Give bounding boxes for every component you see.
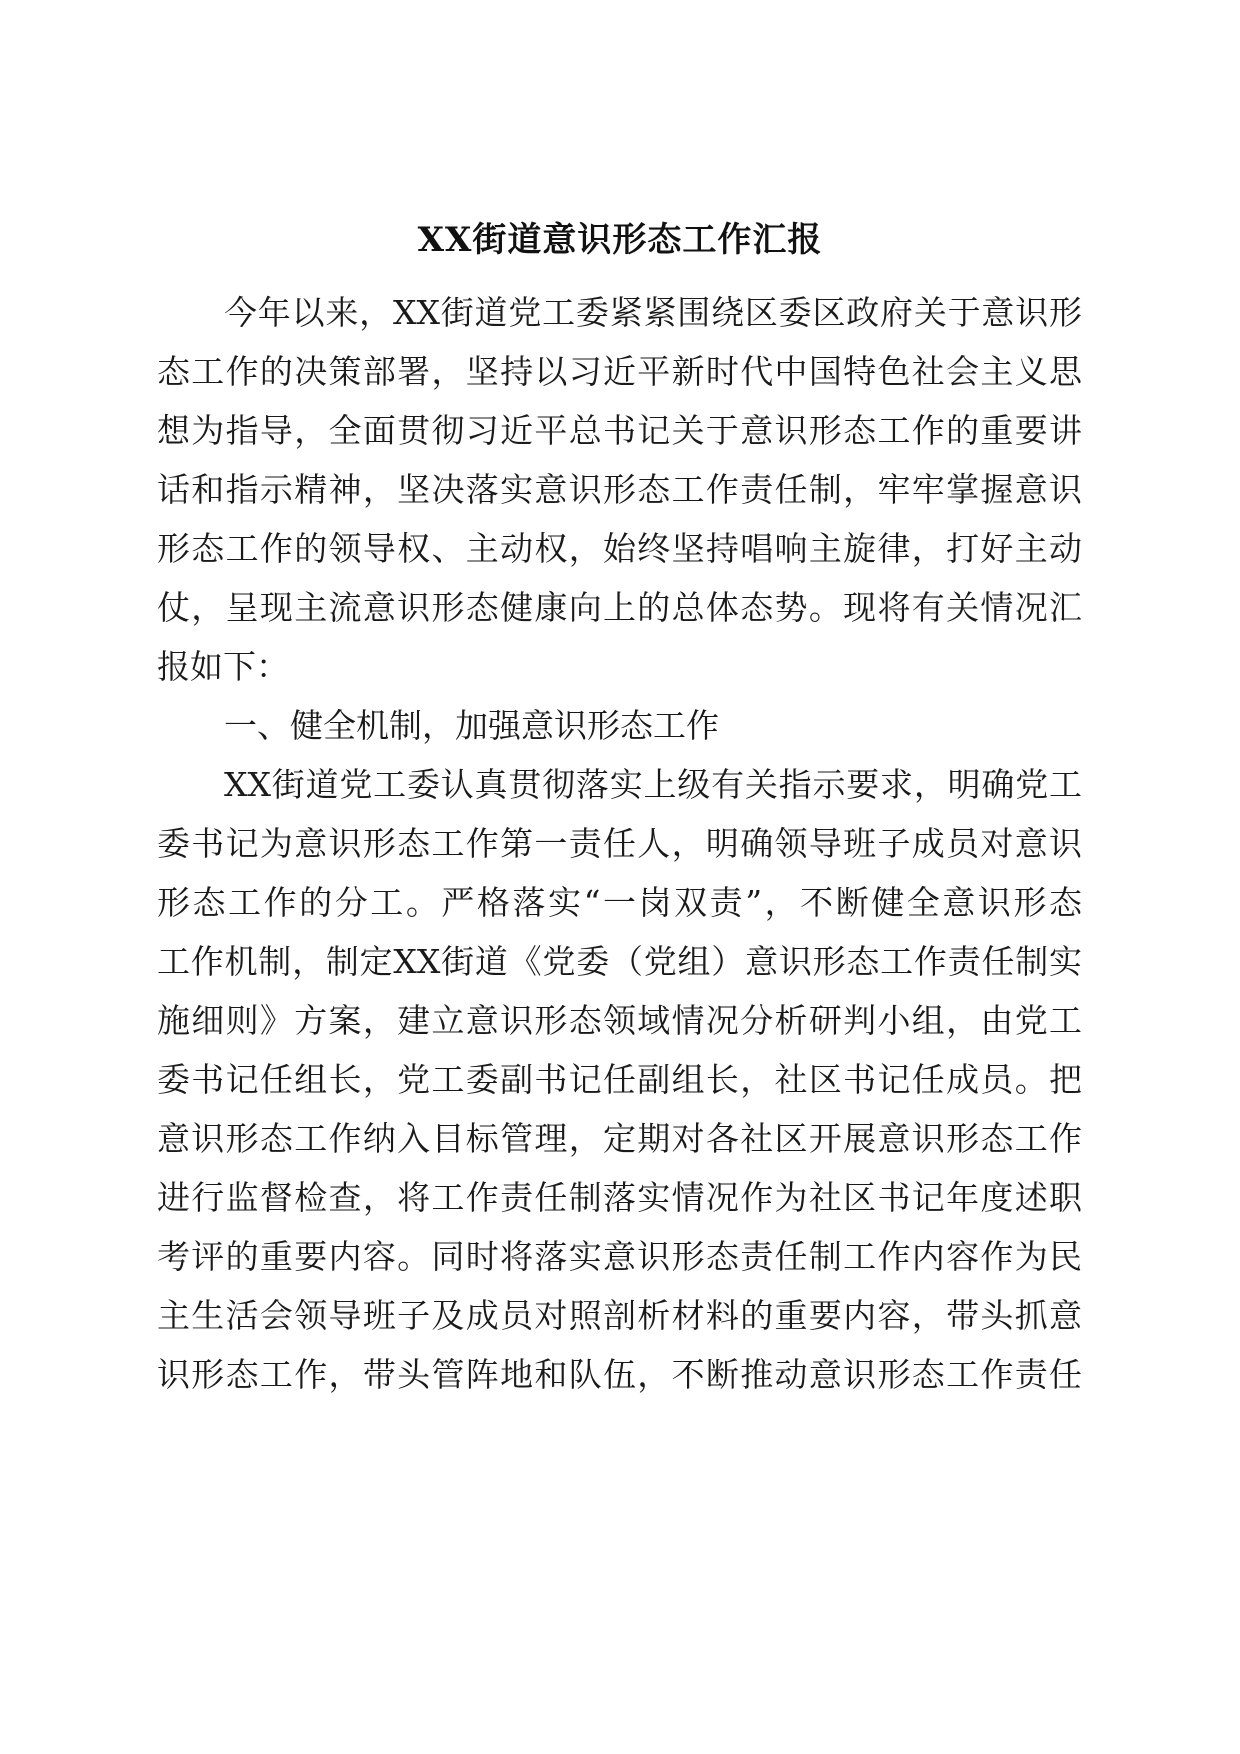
paragraph-1-line-2: 态工作的决策部署，坚持以习近平新时代中国特色社会主义思 [157,352,1082,391]
paragraph-2-line-10: 主生活会领导班子及成员对照剖析材料的重要内容，带头抓意 [157,1296,1082,1335]
paragraph-2-line-1: XX街道党工委认真贯彻落实上级有关指示要求，明确党工 [224,765,1082,804]
paragraph-1-line-1: 今年以来，XX街道党工委紧紧围绕区委区政府关于意识形 [224,293,1082,332]
document-title: XX街道意识形态工作汇报 [417,220,823,260]
paragraph-2-line-4: 工作机制，制定XX街道《党委（党组）意识形态工作责任制实 [157,942,1082,981]
paragraph-1-line-4: 话和指示精神，坚决落实意识形态工作责任制，牢牢掌握意识 [157,470,1082,509]
paragraph-2-line-5: 施细则》方案，建立意识形态领域情况分析研判小组，由党工 [157,1001,1082,1040]
paragraph-1-line-3: 想为指导，全面贯彻习近平总书记关于意识形态工作的重要讲 [157,411,1082,450]
paragraph-1-line-6: 仗，呈现主流意识形态健康向上的总体态势。现将有关情况汇 [157,588,1082,627]
paragraph-2-line-7: 意识形态工作纳入目标管理，定期对各社区开展意识形态工作 [157,1119,1082,1158]
paragraph-2-line-3: 形态工作的分工。严格落实“一岗双责”，不断健全意识形态 [157,883,1082,922]
paragraph-1-line-7: 报如下： [157,647,289,686]
paragraph-2-line-8: 进行监督检查，将工作责任制落实情况作为社区书记年度述职 [157,1178,1082,1217]
paragraph-2-line-11: 识形态工作，带头管阵地和队伍，不断推动意识形态工作责任 [157,1355,1082,1394]
paragraph-2-line-2: 委书记为意识形态工作第一责任人，明确领导班子成员对意识 [157,824,1082,863]
paragraph-1-line-5: 形态工作的领导权、主动权，始终坚持唱响主旋律，打好主动 [157,529,1082,568]
paragraph-2-line-6: 委书记任组长，党工委副书记任副组长，社区书记任成员。把 [157,1060,1082,1099]
section-1-heading: 一、健全机制，加强意识形态工作 [224,706,719,745]
paragraph-2-line-9: 考评的重要内容。同时将落实意识形态责任制工作内容作为民 [157,1237,1082,1276]
